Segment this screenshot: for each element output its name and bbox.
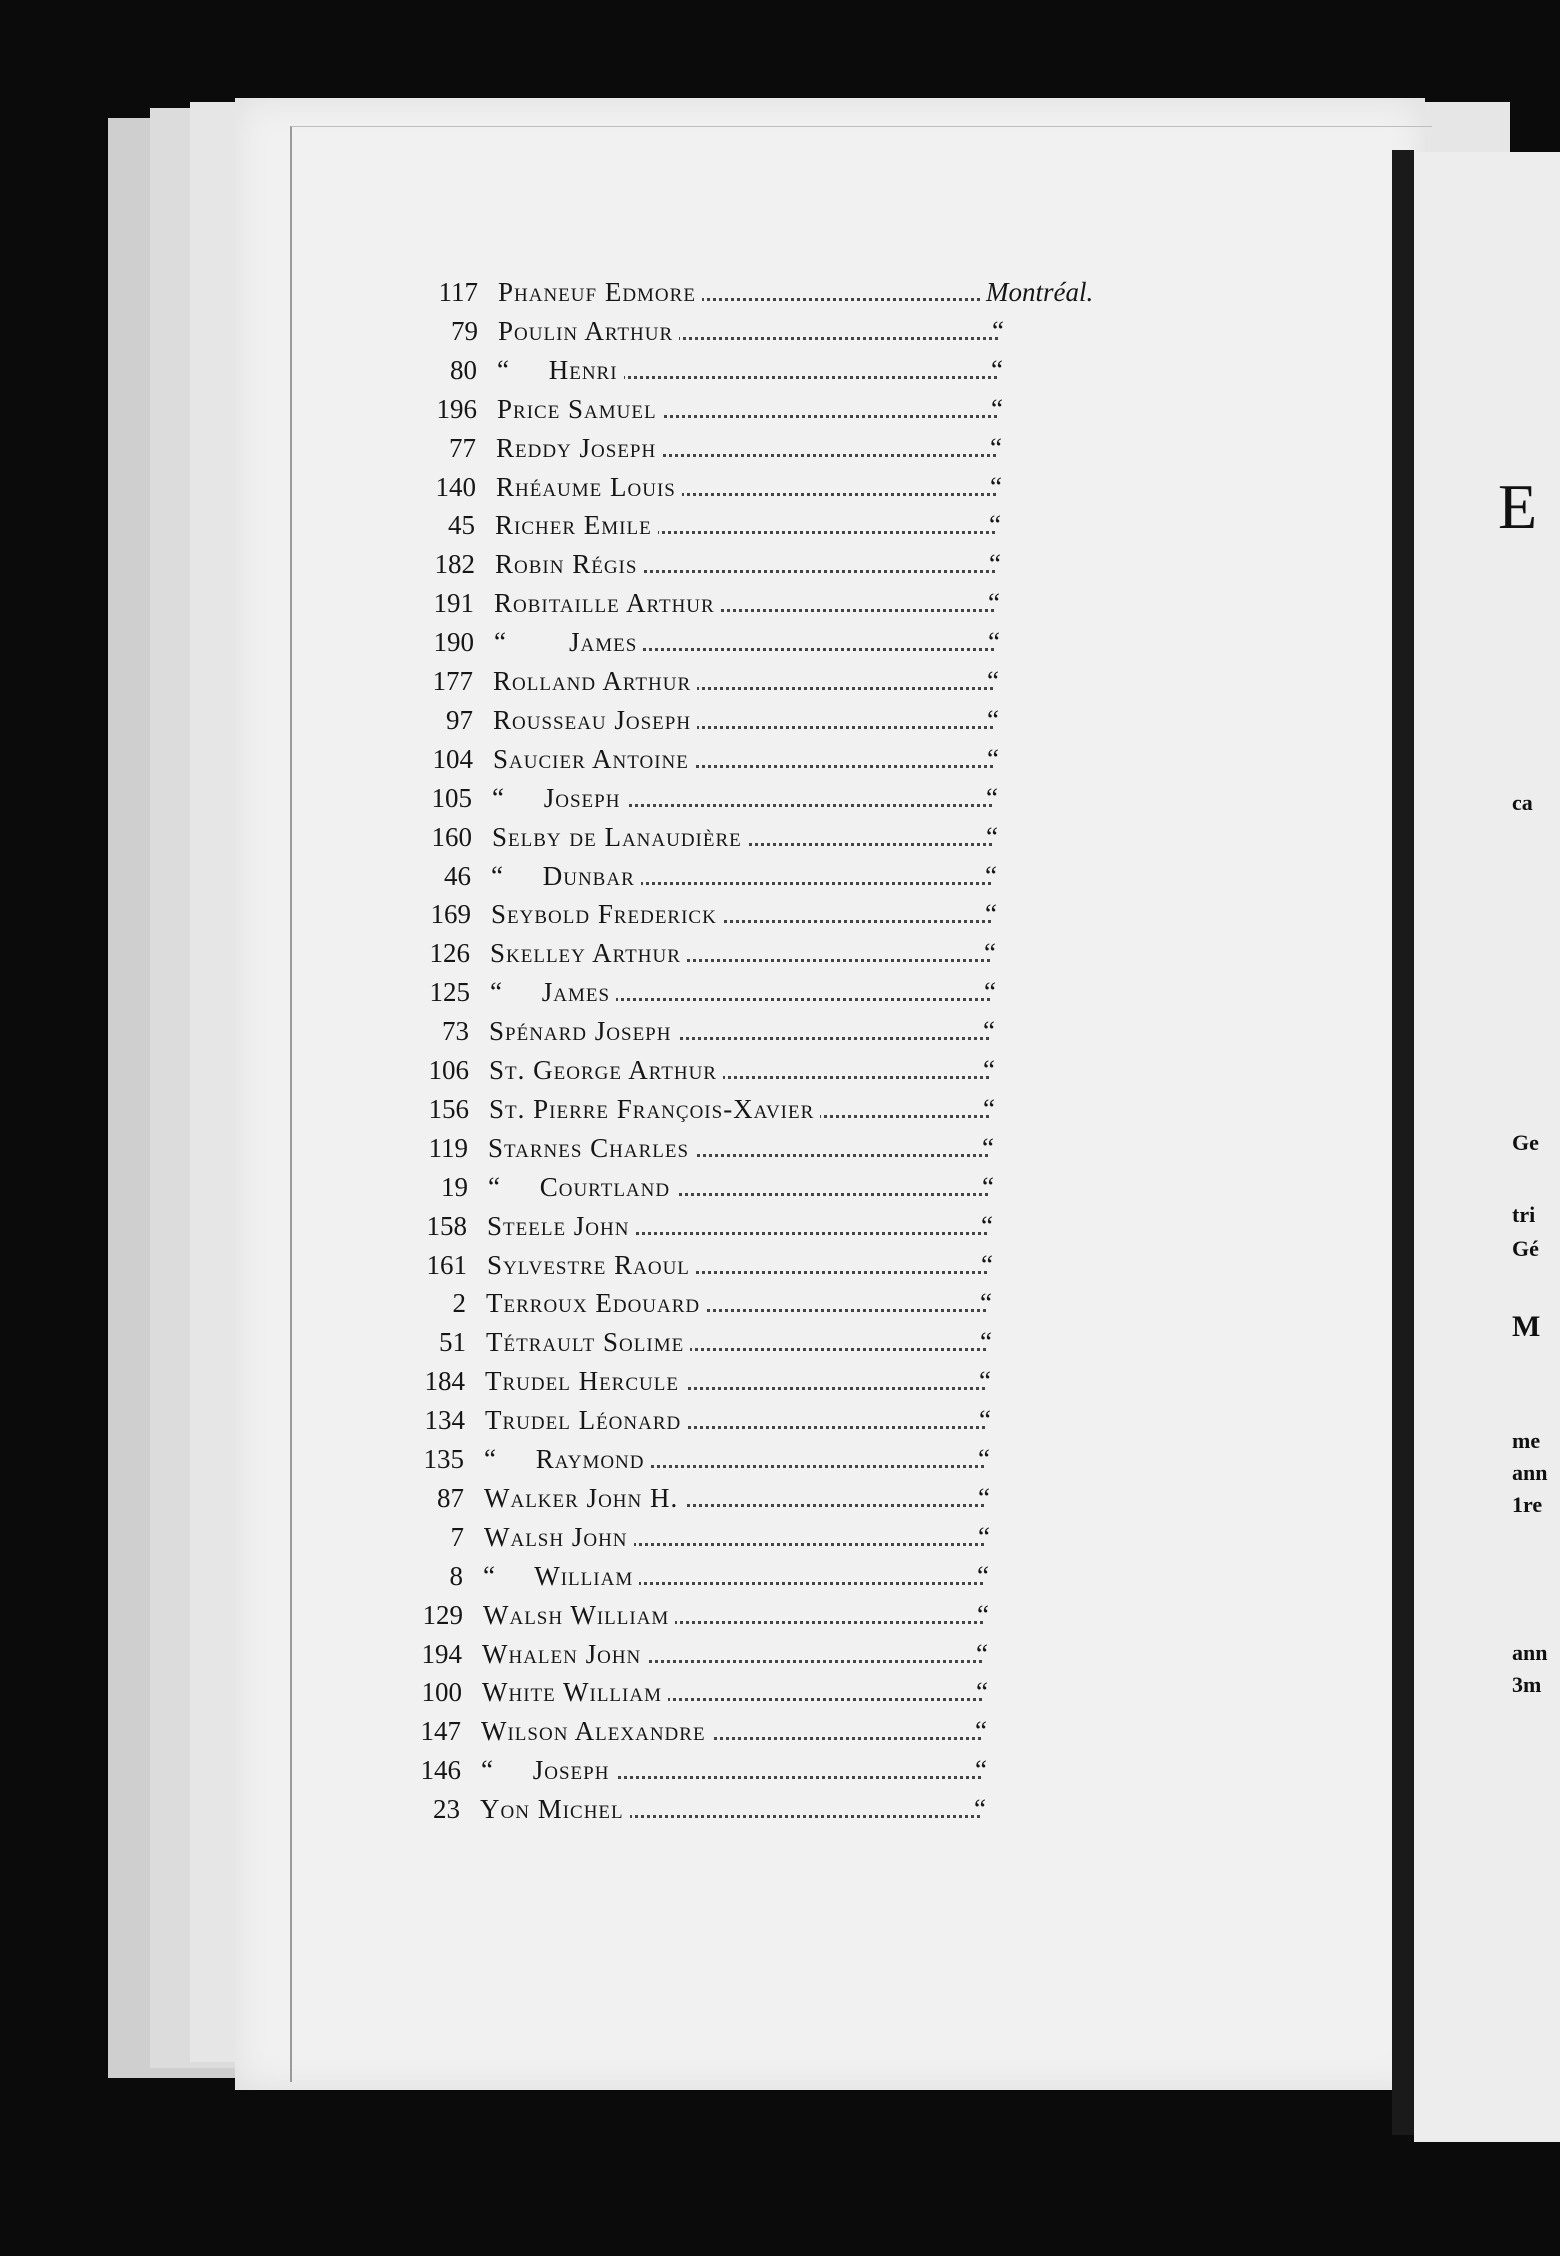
list-entry bbox=[380, 311, 1140, 351]
facing-page-fragment: Gé bbox=[1512, 1236, 1539, 1261]
entry-name: Rolland Arthur bbox=[493, 661, 697, 701]
entry-place: “ bbox=[983, 1094, 995, 1124]
entry-number: 147 bbox=[420, 1716, 461, 1746]
entry-name: Poulin Arthur bbox=[498, 311, 679, 351]
book-spine bbox=[1392, 150, 1414, 2135]
list-entry bbox=[369, 1206, 1129, 1246]
entry-place: “ bbox=[985, 861, 997, 891]
entry-place: “ bbox=[989, 510, 1001, 540]
entry-name: “ Joseph bbox=[481, 1750, 615, 1790]
list-entry bbox=[371, 1089, 1131, 1129]
list-entry bbox=[364, 1634, 1124, 1674]
entry-number: 182 bbox=[434, 549, 475, 579]
entry-place: “ bbox=[981, 1250, 993, 1280]
entry-place: “ bbox=[976, 1677, 988, 1707]
entry-number: 46 bbox=[444, 861, 471, 891]
entry-name: Rousseau Joseph bbox=[493, 700, 697, 740]
list-entry bbox=[365, 1595, 1125, 1635]
entry-place: “ bbox=[982, 1172, 994, 1202]
entry-name: “ Joseph bbox=[492, 778, 626, 818]
list-entry bbox=[373, 894, 1133, 934]
entry-place: Montréal. bbox=[982, 272, 1093, 312]
entry-name: Starnes Charles bbox=[488, 1128, 695, 1168]
entry-number: 134 bbox=[424, 1405, 465, 1435]
entry-name: Price Samuel bbox=[497, 389, 663, 429]
list-entry bbox=[368, 1283, 1128, 1323]
entry-number: 19 bbox=[441, 1172, 468, 1202]
entry-name: Phaneuf Edmore bbox=[498, 272, 702, 312]
entry-number: 191 bbox=[433, 588, 474, 618]
entry-name: Skelley Arthur bbox=[490, 933, 687, 973]
entry-name: Terroux Edouard bbox=[486, 1283, 706, 1323]
list-entry bbox=[379, 389, 1139, 429]
entry-name: “ James bbox=[494, 622, 643, 662]
list-entry bbox=[379, 350, 1139, 390]
entry-number: 45 bbox=[448, 510, 475, 540]
entry-name: Trudel Léonard bbox=[485, 1400, 687, 1440]
list-entry bbox=[363, 1750, 1123, 1790]
list-entry bbox=[370, 1167, 1130, 1207]
facing-page-fragment: M bbox=[1512, 1310, 1541, 1343]
entry-place: “ bbox=[983, 1055, 995, 1085]
entry-place: “ bbox=[980, 1327, 992, 1357]
list-entry bbox=[376, 583, 1136, 623]
entry-name: Steele John bbox=[487, 1206, 635, 1246]
facing-page-fragment: ann bbox=[1512, 1640, 1548, 1665]
list-entry bbox=[380, 272, 1140, 312]
entry-place: “ bbox=[975, 1755, 987, 1785]
entry-place: “ bbox=[980, 1288, 992, 1318]
entry-number: 100 bbox=[421, 1677, 462, 1707]
list-entry bbox=[372, 933, 1132, 973]
entry-name: “ Henri bbox=[497, 350, 624, 390]
entry-name: St. George Arthur bbox=[489, 1050, 723, 1090]
entry-name: Walsh William bbox=[483, 1595, 675, 1635]
entry-number: 158 bbox=[426, 1211, 467, 1241]
entry-name: “ James bbox=[490, 972, 616, 1012]
entry-number: 97 bbox=[446, 705, 473, 735]
entry-name: Saucier Antoine bbox=[493, 739, 695, 779]
list-entry bbox=[367, 1361, 1127, 1401]
list-entry bbox=[376, 622, 1136, 662]
entry-name: Reddy Joseph bbox=[496, 428, 662, 468]
entry-place: “ bbox=[989, 549, 1001, 579]
entry-place: “ bbox=[990, 472, 1002, 502]
entry-number: 51 bbox=[439, 1327, 466, 1357]
entry-number: 125 bbox=[429, 977, 470, 1007]
entry-place: “ bbox=[988, 588, 1000, 618]
facing-page-fragment: ann bbox=[1512, 1460, 1548, 1485]
list-entry bbox=[370, 1128, 1130, 1168]
list-entry bbox=[378, 467, 1138, 507]
entry-place: “ bbox=[983, 1016, 995, 1046]
entry-number: 169 bbox=[430, 899, 471, 929]
list-entry bbox=[368, 1322, 1128, 1362]
entry-number: 104 bbox=[432, 744, 473, 774]
list-entry bbox=[371, 1050, 1131, 1090]
entry-number: 177 bbox=[432, 666, 473, 696]
entry-name: “ Courtland bbox=[488, 1167, 676, 1207]
facing-page-fragment: E bbox=[1498, 471, 1538, 542]
list-entry bbox=[366, 1517, 1126, 1557]
entry-number: 80 bbox=[450, 355, 477, 385]
entry-number: 106 bbox=[428, 1055, 469, 1085]
facing-page-fragment: Ge bbox=[1512, 1130, 1539, 1155]
entry-place: “ bbox=[985, 899, 997, 929]
entry-number: 135 bbox=[423, 1444, 464, 1474]
list-entry bbox=[365, 1556, 1125, 1596]
entry-number: 77 bbox=[449, 433, 476, 463]
facing-page-fragment: ca bbox=[1512, 790, 1533, 815]
list-entry bbox=[374, 778, 1134, 818]
entry-number: 146 bbox=[420, 1755, 461, 1785]
entry-name: Robin Régis bbox=[495, 544, 643, 584]
entry-name: Tétrault Solime bbox=[486, 1322, 690, 1362]
entry-number: 87 bbox=[437, 1483, 464, 1513]
entry-number: 140 bbox=[435, 472, 476, 502]
list-entry bbox=[371, 1011, 1131, 1051]
entry-name: Walker John H. bbox=[484, 1478, 684, 1518]
entry-number: 73 bbox=[442, 1016, 469, 1046]
entry-number: 160 bbox=[431, 822, 472, 852]
list-entry bbox=[375, 700, 1135, 740]
list-entry bbox=[363, 1711, 1123, 1751]
entry-name: Spénard Joseph bbox=[489, 1011, 677, 1051]
list-entry bbox=[375, 739, 1135, 779]
entry-number: 79 bbox=[451, 316, 478, 346]
entry-place: “ bbox=[979, 1366, 991, 1396]
list-entry bbox=[372, 972, 1132, 1012]
list-entry bbox=[375, 661, 1135, 701]
entry-name: Selby de Lanaudière bbox=[492, 817, 748, 857]
entry-number: 117 bbox=[438, 277, 478, 307]
entry-place: “ bbox=[990, 433, 1002, 463]
entry-name: “ Dunbar bbox=[491, 856, 641, 896]
entry-number: 194 bbox=[421, 1639, 462, 1669]
entry-place: “ bbox=[986, 822, 998, 852]
entry-place: “ bbox=[978, 1483, 990, 1513]
entry-place: “ bbox=[987, 666, 999, 696]
list-entry bbox=[367, 1400, 1127, 1440]
entry-place: “ bbox=[991, 355, 1003, 385]
list-entry bbox=[364, 1672, 1124, 1712]
entry-name: “ William bbox=[483, 1556, 639, 1596]
entry-place: “ bbox=[982, 1133, 994, 1163]
facing-page bbox=[1414, 152, 1560, 2142]
entry-name: “ Raymond bbox=[484, 1439, 651, 1479]
entry-name: Walsh John bbox=[484, 1517, 634, 1557]
entry-number: 105 bbox=[431, 783, 472, 813]
entry-place: “ bbox=[991, 394, 1003, 424]
entry-number: 7 bbox=[450, 1522, 464, 1552]
entry-place: “ bbox=[974, 1794, 986, 1824]
entry-place: “ bbox=[978, 1522, 990, 1552]
entry-number: 119 bbox=[428, 1133, 468, 1163]
entry-number: 129 bbox=[422, 1600, 463, 1630]
entry-name: Yon Michel bbox=[480, 1789, 630, 1829]
list-entry bbox=[362, 1789, 1122, 1829]
entry-place: “ bbox=[988, 627, 1000, 657]
facing-page-fragment: tri bbox=[1512, 1202, 1536, 1227]
list-entry bbox=[377, 544, 1137, 584]
entry-number: 190 bbox=[433, 627, 474, 657]
entry-place: “ bbox=[977, 1600, 989, 1630]
entry-name: Sylvestre Raoul bbox=[487, 1245, 696, 1285]
entry-place: “ bbox=[984, 977, 996, 1007]
entry-name: Wilson Alexandre bbox=[481, 1711, 712, 1751]
entry-name: Trudel Hercule bbox=[485, 1361, 685, 1401]
entry-number: 23 bbox=[433, 1794, 460, 1824]
list-entry bbox=[369, 1245, 1129, 1285]
list-entry bbox=[378, 428, 1138, 468]
entry-place: “ bbox=[976, 1639, 988, 1669]
entry-name: Robitaille Arthur bbox=[494, 583, 721, 623]
entry-place: “ bbox=[984, 938, 996, 968]
list-entry bbox=[373, 856, 1133, 896]
entry-place: “ bbox=[987, 744, 999, 774]
entry-name: Seybold Frederick bbox=[491, 894, 723, 934]
entry-place: “ bbox=[979, 1405, 991, 1435]
entry-place: “ bbox=[986, 783, 998, 813]
entry-number: 126 bbox=[429, 938, 470, 968]
entry-name: Whalen John bbox=[482, 1634, 647, 1674]
entry-place: “ bbox=[981, 1211, 993, 1241]
entry-number: 196 bbox=[436, 394, 477, 424]
entry-number: 184 bbox=[424, 1366, 465, 1396]
facing-page-fragment: 1re bbox=[1512, 1492, 1543, 1517]
entry-name: Richer Emile bbox=[495, 505, 658, 545]
list-entry bbox=[377, 505, 1137, 545]
entry-place: “ bbox=[975, 1716, 987, 1746]
entry-number: 161 bbox=[426, 1250, 467, 1280]
list-entry bbox=[366, 1478, 1126, 1518]
entry-place: “ bbox=[987, 705, 999, 735]
entry-place: “ bbox=[978, 1444, 990, 1474]
entry-number: 156 bbox=[428, 1094, 469, 1124]
list-entry bbox=[374, 817, 1134, 857]
facing-page-fragment: me bbox=[1512, 1428, 1541, 1453]
entry-name: White William bbox=[482, 1672, 668, 1712]
entry-place: “ bbox=[992, 316, 1004, 346]
entry-number: 8 bbox=[449, 1561, 463, 1591]
entry-name: Rhéaume Louis bbox=[496, 467, 682, 507]
facing-page-fragment: 3m bbox=[1512, 1672, 1542, 1697]
entry-name: St. Pierre François-Xavier bbox=[489, 1089, 820, 1129]
entry-place: “ bbox=[977, 1561, 989, 1591]
entry-number: 2 bbox=[452, 1288, 466, 1318]
list-entry bbox=[366, 1439, 1126, 1479]
